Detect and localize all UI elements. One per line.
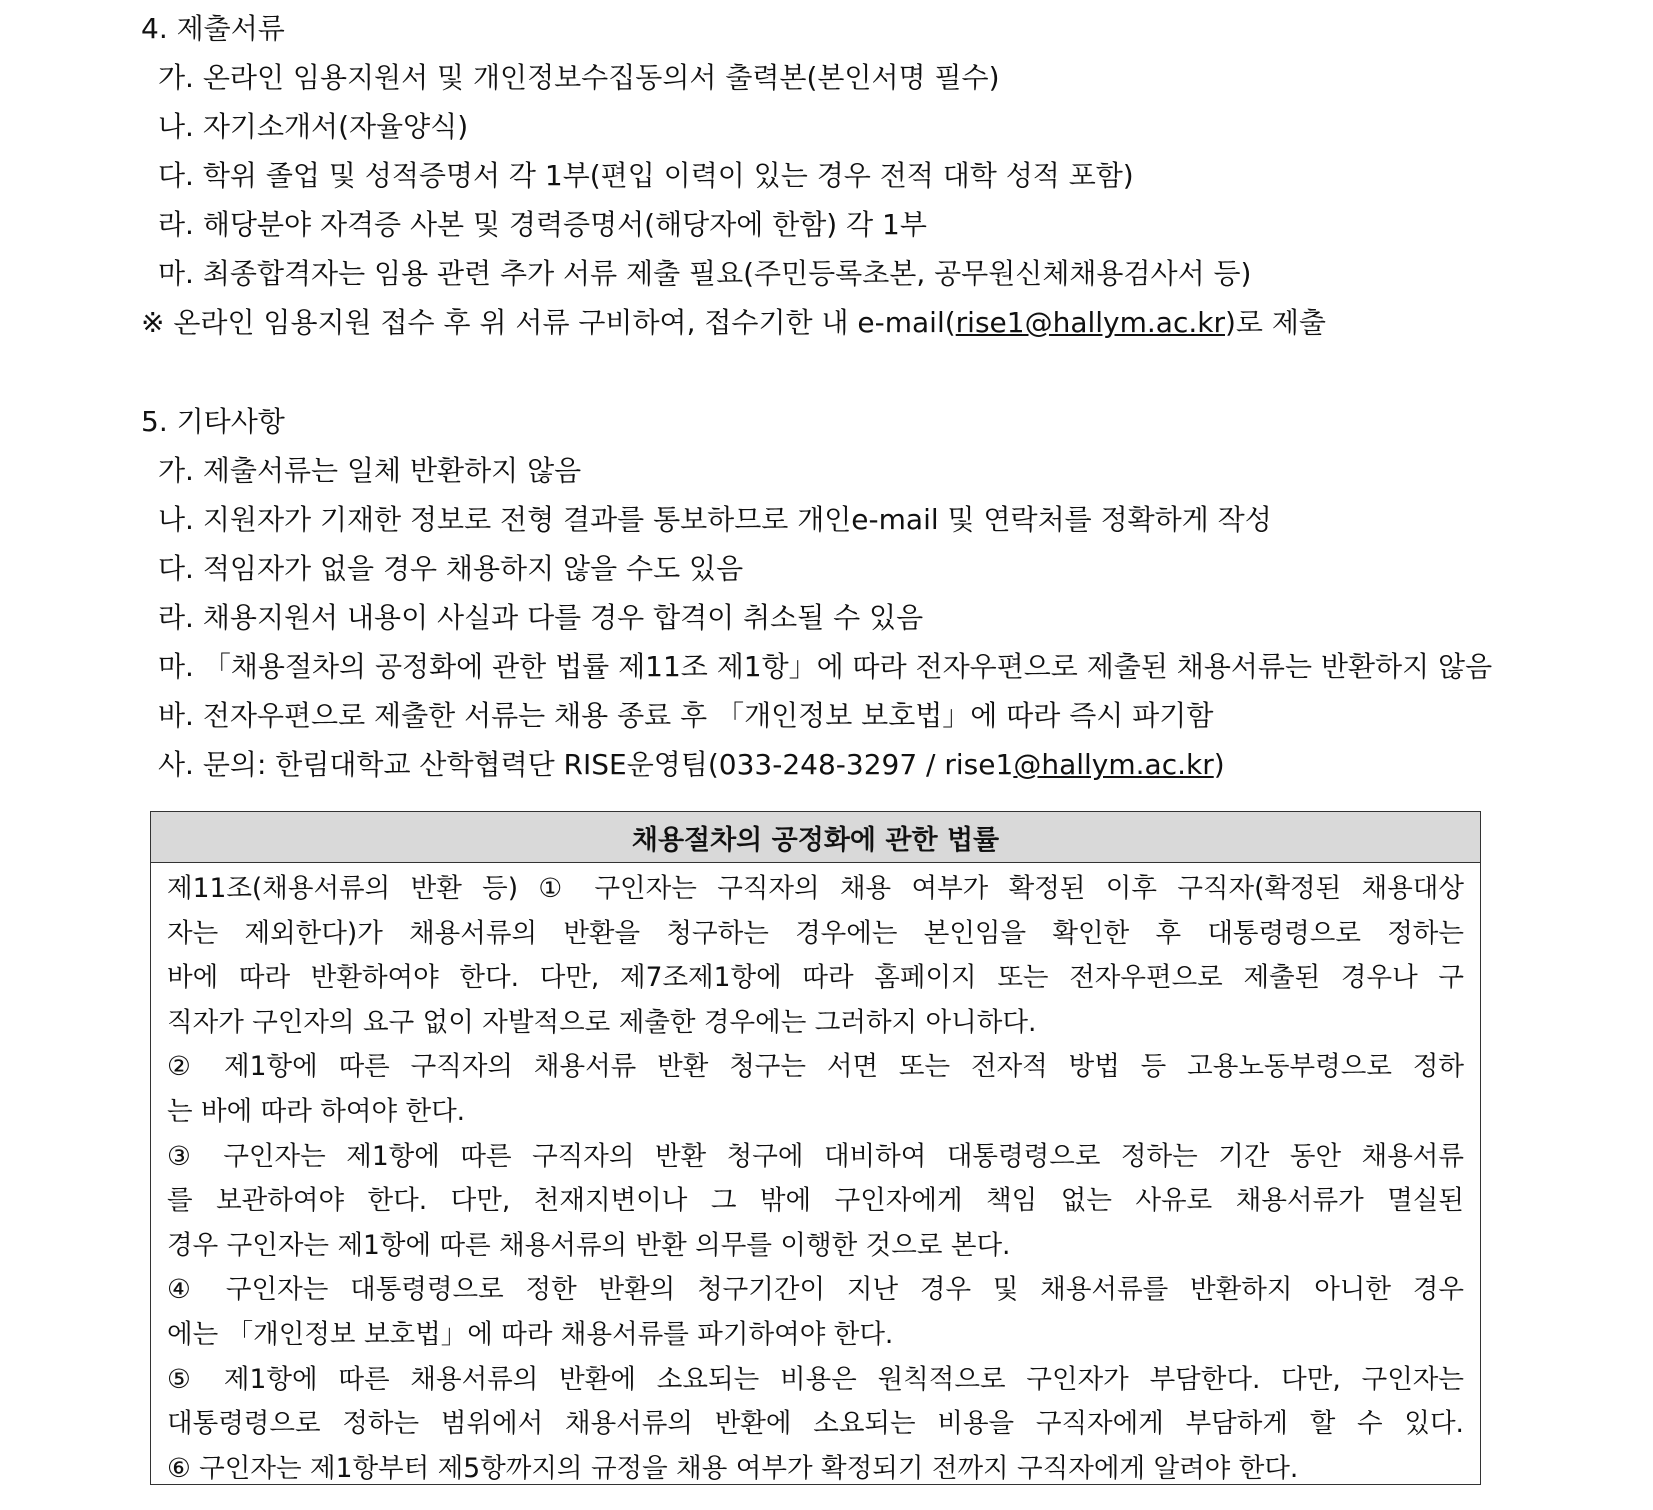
law-line: ③ 구인자는 제1항에 따른 구직자의 반환 청구에 대비하여 대통령령으로 정하는 기간 동안 채용서류 [167,1140,1464,1172]
law-line: 를 보관하여야 한다. 다만, 천재지변이나 그 밖에 구인자에게 책임 없는 사유로 채용서류가 멸실된 [167,1185,1464,1217]
section-5-item-ma: 마. 「채용절차의 공정화에 관한 법률 제11조 제1항」에 따라 전자우편으로 제출된 채용서류는 반환하지 않음 [158,650,1493,683]
contact-email-link[interactable]: @hallym.ac.kr [1013,748,1214,781]
law-line: ⑥ 구인자는 제1항부터 제5항까지의 규정을 채용 여부가 확정되기 전까지 구직자에게 알려야 한다. [167,1452,1299,1484]
law-line: 직자가 구인자의 요구 없이 자발적으로 제출한 경우에는 그러하지 아니하다. [167,1006,1037,1038]
law-line: 경우 구인자는 제1항에 따른 채용서류의 반환 의무를 이행한 것으로 본다. [167,1229,1011,1261]
section-4-title: 4. 제출서류 [141,12,285,45]
law-line: ② 제1항에 따른 구직자의 채용서류 반환 청구는 서면 또는 전자적 방법 등 고용노동부령으로 정하 [167,1051,1464,1083]
law-text [167,867,1464,1491]
contact-text: 사. 문의: 한림대학교 산학협력단 RISE운영팀(033-248-3297 / rise1 [158,748,1014,781]
submission-note-text: ※ 온라인 임용지원 접수 후 위 서류 구비하여, 접수기한 내 e-mail( [141,306,956,339]
law-line: 자는 제외한다)가 채용서류의 반환을 청구하는 경우에는 본인임을 확인한 후 대통령령으로 정하는 [167,917,1464,949]
section-5-item-ba: 바. 전자우편으로 제출한 서류는 채용 종료 후 「개인정보 보호법」에 따라 즉시 파기함 [158,699,1214,732]
law-excerpt-box [150,811,1481,1485]
law-line: ④ 구인자는 대통령령으로 정한 반환의 청구기간이 지난 경우 및 채용서류를 반환하지 아니한 경우 [167,1274,1464,1306]
law-title: 채용절차의 공정화에 관한 법률 [151,812,1480,863]
section-5-title: 5. 기타사항 [141,405,285,438]
section-4-item-ma: 마. 최종합격자는 임용 관련 추가 서류 제출 필요(주민등록초본, 공무원신체채용검사서 등) [158,257,1252,290]
law-line: ⑤ 제1항에 따른 채용서류의 반환에 소요되는 비용은 원칙적으로 구인자가 부담한다. 다만, 구인자는 [167,1363,1464,1395]
submission-email-link[interactable]: rise1@hallym.ac.kr [955,306,1225,339]
section-5-contact [158,748,1225,782]
law-line: 바에 따라 반환하여야 한다. 다만, 제7조제1항에 따라 홈페이지 또는 전자우편으로 제출된 경우나 구 [167,962,1464,994]
section-5-item-da: 다. 적임자가 없을 경우 채용하지 않을 수도 있음 [158,552,744,585]
section-4-item-ga: 가. 온라인 임용지원서 및 개인정보수집동의서 출력본(본인서명 필수) [158,61,1000,94]
section-5-item-ra: 라. 채용지원서 내용이 사실과 다를 경우 합격이 취소될 수 있음 [158,601,924,634]
section-4-item-da: 다. 학위 졸업 및 성적증명서 각 1부(편입 이력이 있는 경우 전적 대학 성적 포함) [158,159,1134,192]
section-5-item-na: 나. 지원자가 기재한 정보로 전형 결과를 통보하므로 개인e-mail 및 연락처를 정확하게 작성 [158,503,1272,536]
law-line: 에는 「개인정보 보호법」에 따라 채용서류를 파기하여야 한다. [167,1318,894,1350]
section-5-item-ga: 가. 제출서류는 일체 반환하지 않음 [158,454,582,487]
law-line: 는 바에 따라 하여야 한다. [167,1095,466,1127]
law-line: 제11조(채용서류의 반환 등) ① 구인자는 구직자의 채용 여부가 확정된 이후 구직자(확정된 채용대상 [167,873,1464,904]
submission-note-suffix: )로 제출 [1224,306,1326,339]
law-line: 대통령령으로 정하는 범위에서 채용서류의 반환에 소요되는 비용을 구직자에게 부담하게 할 수 있다. [167,1408,1464,1440]
section-4-item-na: 나. 자기소개서(자율양식) [158,110,469,143]
contact-suffix: ) [1213,748,1225,781]
section-4-item-ra: 라. 해당분야 자격증 사본 및 경력증명서(해당자에 한함) 각 1부 [158,208,927,241]
submission-note [141,306,1326,340]
